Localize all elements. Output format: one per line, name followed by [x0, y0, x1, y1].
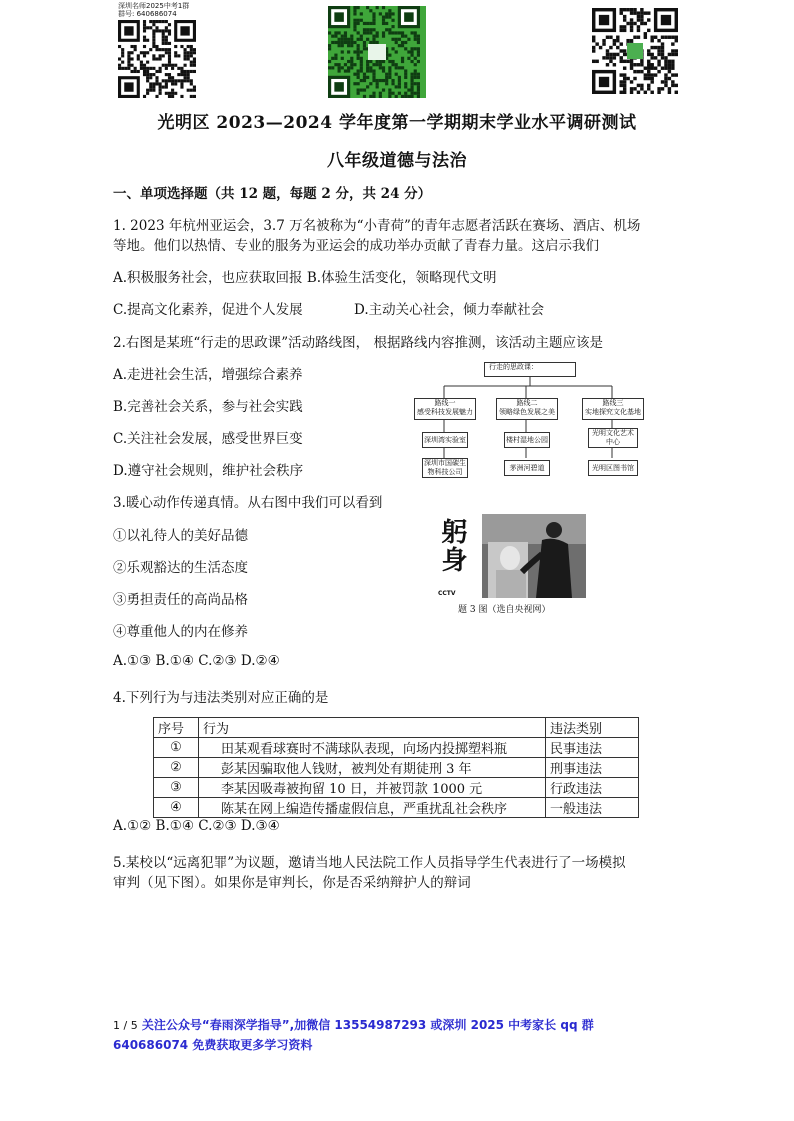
table-cell-behavior: 彭某因骗取他人钱财，被判处有期徒刑 3 年	[199, 758, 546, 778]
route-1-stop-2	[422, 458, 468, 478]
q3-item-3: ③勇担责任的高尚品格	[113, 592, 248, 608]
route-3-stop-2	[588, 460, 638, 476]
route-3-title: 路线三 实地探究文化基地	[585, 399, 641, 416]
section-heading: 一、单项选择题（共 12 题，每题 2 分，共 24 分）	[113, 186, 432, 202]
q1-option-c: C.提高文化素养，促进个人发展	[113, 302, 303, 318]
q3-options: A.①③ B.①④ C.②③ D.②④	[113, 653, 280, 669]
q3-figure-caption: 题 3 图（选自央视网）	[458, 605, 551, 615]
q2-stem: 2.右图是某班“行走的思政课”活动路线图， 根据路线内容推测，该活动主题应该是	[113, 335, 603, 351]
table-cell-index: ③	[154, 778, 199, 798]
table-row	[154, 778, 639, 798]
q3-item-1: ①以礼待人的美好品德	[113, 528, 248, 544]
q5-stem-line2: 审判（见下图）。如果你是审判长，你是否采纳辩护人的辩词	[113, 875, 471, 891]
q3-item-4: ④尊重他人的内在修养	[113, 624, 248, 640]
route-1-title: 路线一 感受科技发展魅力	[417, 399, 473, 416]
route-2-title: 路线二 领略绿色发展之美	[499, 399, 555, 416]
q3-figure-logo: CCTV	[438, 590, 456, 597]
table-cell-category: 一般违法	[546, 798, 639, 818]
table-cell-index: ①	[154, 738, 199, 758]
q4-options: A.①② B.①④ C.②③ D.③④	[113, 818, 280, 834]
route-3-stop-2-label: 光明区图书馆	[592, 464, 634, 472]
table-row	[154, 798, 639, 818]
route-root-label: 行走的思政课：	[489, 363, 538, 371]
footer-line-1	[113, 1016, 594, 1033]
table-cell-category: 刑事违法	[546, 758, 639, 778]
right-qr-code	[592, 8, 678, 94]
law-table	[153, 717, 639, 818]
q1-stem-line1: 1. 2023 年杭州亚运会，3.7 万名被称为“小青荷”的青年志愿者活跃在赛场、酒店、机场	[113, 218, 641, 234]
route-1-stop-1	[422, 432, 468, 448]
exam-title: 光明区 2023—2024 学年度第一学期期末学业水平调研测试	[157, 113, 637, 133]
left-qr-code	[118, 20, 206, 98]
route-1-title-box	[414, 398, 476, 420]
table-cell-behavior: 陈某在网上编造传播虚假信息，严重扰乱社会秩序	[199, 798, 546, 818]
q1-stem-line2: 等地。他们以热情、专业的服务为亚运会的成功举办贡献了青春力量。这启示我们	[113, 238, 599, 254]
center-qr-code	[328, 6, 426, 98]
q4-stem: 4.下列行为与违法类别对应正确的是	[113, 690, 329, 706]
route-1-stop-2-label: 深圳市国碳生 物科技公司	[424, 459, 466, 476]
q3-figure-title: 躬身	[437, 518, 467, 574]
q3-item-2: ②乐观豁达的生活态度	[113, 560, 248, 576]
route-1-stop-1-label: 深圳湾实验室	[424, 436, 466, 444]
table-cell-index: ④	[154, 798, 199, 818]
table-cell-index: ②	[154, 758, 199, 778]
q2-option-b: B.完善社会关系，参与社会实践	[113, 399, 303, 415]
route-diagram	[412, 356, 648, 484]
q3-figure	[436, 514, 588, 618]
table-cell-behavior: 李某因吸毒被拘留 10 日，并被罚款 1000 元	[199, 778, 546, 798]
q3-figure-photo	[482, 514, 586, 598]
q1-option-d: D.主动关心社会，倾力奉献社会	[354, 302, 545, 318]
table-header-cell: 行为	[199, 718, 546, 738]
route-3-title-box	[582, 398, 644, 420]
left-qr-group-number: 群号: 640686074	[118, 10, 177, 18]
table-cell-category: 行政违法	[546, 778, 639, 798]
table-cell-behavior: 田某观看球赛时不满球队表现，向场内投掷塑料瓶	[199, 738, 546, 758]
route-2-stop-2-label: 茅洲河碧道	[509, 464, 545, 472]
route-2-title-box	[496, 398, 558, 420]
table-header-cell: 违法类别	[546, 718, 639, 738]
footer-promo-1[interactable]: 关注公众号“春雨深学指导”,加微信 13554987293 或深圳 2025 中考家长 qq 群	[141, 1018, 594, 1032]
route-3-stop-1	[588, 428, 638, 448]
table-header-cell: 序号	[154, 718, 199, 738]
exam-subtitle: 八年级道德与法治	[327, 151, 467, 171]
route-2-stop-1	[504, 432, 550, 448]
q2-option-d: D.遵守社会规则，维护社会秩序	[113, 463, 304, 479]
table-row	[154, 738, 639, 758]
route-2-stop-2	[504, 460, 550, 476]
left-qr-group-name: 深圳名师2025中考1群	[118, 2, 190, 10]
table-cell-category: 民事违法	[546, 738, 639, 758]
q1-options-ab: A.积极服务社会，也应获取回报 B.体验生活变化，领略现代文明	[113, 270, 497, 286]
route-root-box	[484, 362, 576, 377]
q2-option-c: C.关注社会发展，感受世界巨变	[113, 431, 303, 447]
page-number: 1 / 5	[113, 1019, 138, 1032]
table-row	[154, 758, 639, 778]
q2-option-a: A.走进社会生活，增强综合素养	[113, 367, 303, 383]
footer-line-2[interactable]: 640686074 免费获取更多学习资料	[113, 1038, 313, 1052]
table-header-row	[154, 718, 639, 738]
q3-stem: 3.暖心动作传递真情。从右图中我们可以看到	[113, 495, 383, 511]
route-3-stop-1-label: 光明文化艺术 中心	[592, 429, 634, 446]
route-2-stop-1-label: 楼村湿地公园	[506, 436, 548, 444]
left-qr-caption	[118, 2, 189, 18]
q5-stem-line1: 5.某校以“远离犯罪”为议题，邀请当地人民法院工作人员指导学生代表进行了一场模拟	[113, 855, 626, 871]
